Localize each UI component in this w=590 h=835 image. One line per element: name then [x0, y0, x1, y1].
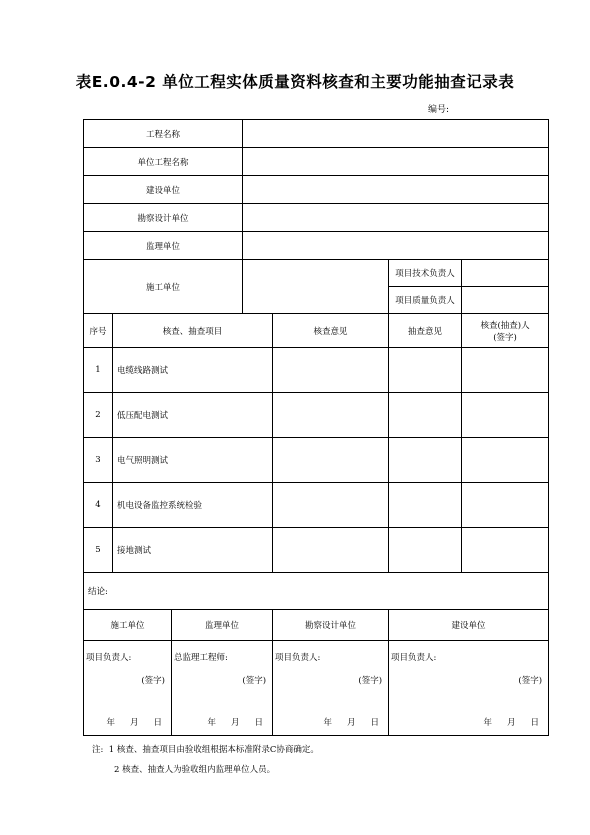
- signature-box-construction[interactable]: [389, 641, 549, 736]
- supervision-unit-field[interactable]: [243, 232, 549, 260]
- sign-header-contractor: 施工单位: [84, 610, 172, 641]
- item-seq: 4: [84, 483, 113, 528]
- contractor-label: 施工单位: [84, 260, 243, 314]
- serial-number-label: 编号:: [428, 105, 450, 115]
- signature-mark: (签字): [518, 676, 543, 686]
- conclusion-label: 结论:: [88, 587, 108, 597]
- header-checker-line1: 核查(抽查)人: [480, 320, 530, 331]
- item-seq: 5: [84, 528, 113, 573]
- signature-box-survey-design[interactable]: [273, 641, 389, 736]
- checker-field[interactable]: [462, 438, 549, 483]
- table-row: [84, 438, 549, 483]
- signature-role: 项目负责人:: [86, 653, 132, 663]
- header-review-opinion: 核查意见: [273, 314, 389, 348]
- signature-box-supervision[interactable]: [172, 641, 273, 736]
- footnote-prefix: 注:: [92, 745, 104, 755]
- supervision-unit-label: 监理单位: [84, 232, 243, 260]
- signature-date: 年 月 日: [483, 718, 541, 728]
- review-opinion-field[interactable]: [273, 348, 389, 393]
- check-opinion-field[interactable]: [389, 483, 462, 528]
- sign-header-supervision: 监理单位: [172, 610, 273, 641]
- item-seq: 3: [84, 438, 113, 483]
- table-row: [84, 483, 549, 528]
- conclusion-field[interactable]: [84, 573, 549, 610]
- signature-mark: (签字): [358, 676, 383, 686]
- footnote-2-text: 2 核查、抽查人为验收组内监理单位人员。: [114, 765, 276, 775]
- checker-field[interactable]: [462, 348, 549, 393]
- checker-field[interactable]: [462, 393, 549, 438]
- construction-unit-field[interactable]: [243, 176, 549, 204]
- sign-header-survey-design: 勘察设计单位: [273, 610, 389, 641]
- checker-field[interactable]: [462, 528, 549, 573]
- project-name-field[interactable]: [243, 120, 549, 148]
- survey-design-unit-label: 勘察设计单位: [84, 204, 243, 232]
- record-table: [83, 119, 549, 736]
- sign-header-construction: 建设单位: [389, 610, 549, 641]
- check-opinion-field[interactable]: [389, 393, 462, 438]
- item-name: 接地测试: [113, 528, 273, 573]
- item-name: 电气照明测试: [113, 438, 273, 483]
- item-name: 机电设备监控系统检验: [113, 483, 273, 528]
- checker-field[interactable]: [462, 483, 549, 528]
- tech-lead-field[interactable]: [462, 260, 549, 287]
- signature-role: 总监理工程师:: [174, 653, 228, 663]
- construction-unit-label: 建设单位: [84, 176, 243, 204]
- footnote-1: [92, 740, 319, 760]
- contractor-field[interactable]: [243, 260, 389, 314]
- check-opinion-field[interactable]: [389, 348, 462, 393]
- survey-design-unit-field[interactable]: [243, 204, 549, 232]
- table-row: [84, 528, 549, 573]
- header-checker-line2: (签字): [493, 332, 517, 343]
- quality-lead-field[interactable]: [462, 287, 549, 314]
- header-seq: 序号: [84, 314, 113, 348]
- footnote-1-text: 1 核查、抽查项目由验收组根据本标准附录C协商确定。: [108, 745, 319, 755]
- item-name: 电缆线路测试: [113, 348, 273, 393]
- header-check-opinion: 抽查意见: [389, 314, 462, 348]
- review-opinion-field[interactable]: [273, 438, 389, 483]
- review-opinion-field[interactable]: [273, 528, 389, 573]
- item-seq: 2: [84, 393, 113, 438]
- header-items: 核查、抽查项目: [113, 314, 273, 348]
- unit-project-name-field[interactable]: [243, 148, 549, 176]
- table-row: [84, 393, 549, 438]
- item-name: 低压配电测试: [113, 393, 273, 438]
- signature-date: 年 月 日: [106, 718, 163, 728]
- review-opinion-field[interactable]: [273, 483, 389, 528]
- signature-date: 年 月 日: [323, 718, 381, 728]
- quality-lead-label: 项目质量负责人: [389, 287, 462, 314]
- signature-date: 年 月 日: [207, 718, 265, 728]
- unit-project-name-label: 单位工程名称: [84, 148, 243, 176]
- project-name-label: 工程名称: [84, 120, 243, 148]
- footnote-2: [92, 760, 319, 780]
- review-opinion-field[interactable]: [273, 393, 389, 438]
- signature-box-contractor[interactable]: [84, 641, 172, 736]
- check-opinion-field[interactable]: [389, 528, 462, 573]
- header-checker: [462, 314, 549, 348]
- signature-mark: (签字): [242, 676, 267, 686]
- item-seq: 1: [84, 348, 113, 393]
- signature-mark: (签字): [141, 676, 165, 686]
- tech-lead-label: 项目技术负责人: [389, 260, 462, 287]
- table-row: [84, 348, 549, 393]
- check-opinion-field[interactable]: [389, 438, 462, 483]
- signature-role: 项目负责人:: [391, 653, 437, 663]
- page-title: 表E.0.4-2 单位工程实体质量资料核查和主要功能抽查记录表: [75, 73, 515, 91]
- signature-role: 项目负责人:: [275, 653, 321, 663]
- footnotes: [92, 740, 319, 780]
